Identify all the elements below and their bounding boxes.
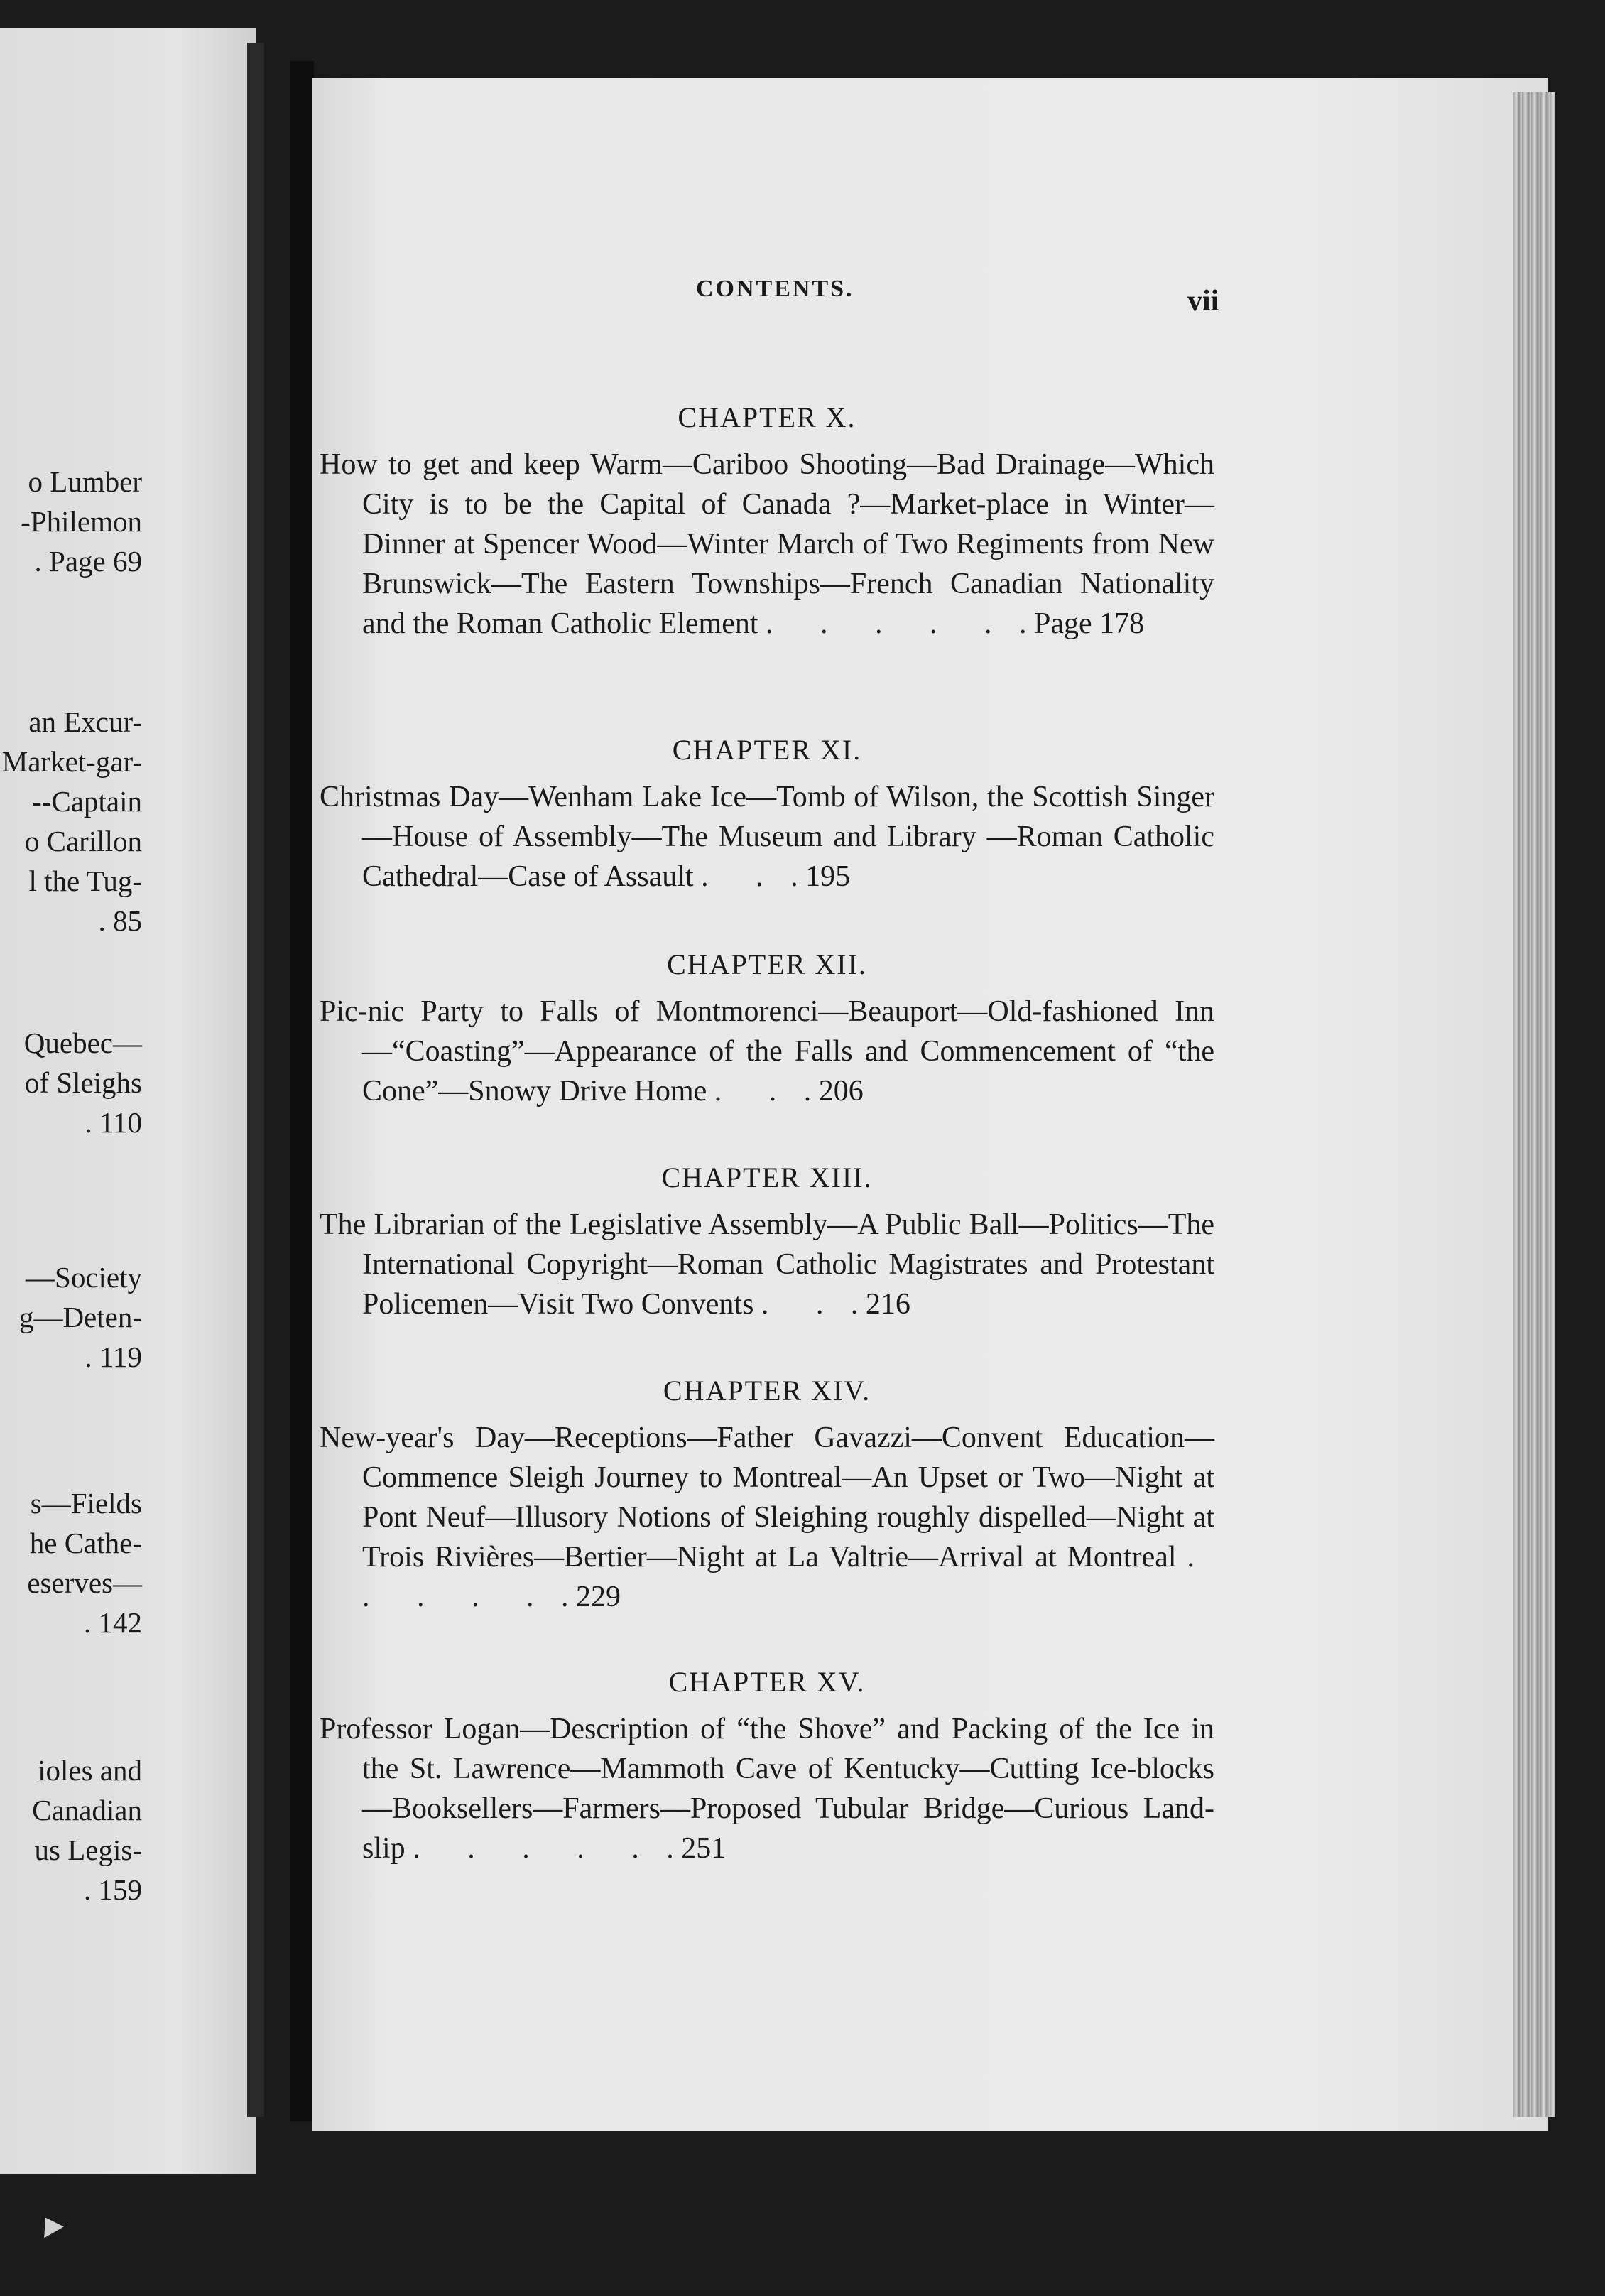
chapter-summary bbox=[320, 1418, 1214, 1617]
left-fragment: . 119 bbox=[85, 1341, 142, 1373]
left-fragment: . 159 bbox=[84, 1873, 142, 1906]
chapter-entry bbox=[320, 1662, 1214, 1868]
chapter-heading: CHAPTER XIV. bbox=[663, 1375, 871, 1407]
chapter-text: Professor Logan—Description of “the Shove” and Packing of the Ice in the St. Lawrence—Mammoth Cave of Kentucky—Cutting Ice-blocks—Booksellers—Farmers—Proposed Tubular Bridge—Curious Land-slip bbox=[320, 1713, 1214, 1865]
left-fragment: Quebec— bbox=[23, 1027, 142, 1059]
chapter-summary bbox=[320, 445, 1214, 644]
left-fragment: Market-gar- bbox=[1, 745, 142, 778]
left-fragment: ioles and bbox=[38, 1754, 142, 1787]
chapter-page-ref: . 216 bbox=[850, 1288, 910, 1321]
left-fragment: . 110 bbox=[85, 1106, 142, 1139]
chapter-text: New-year's Day—Receptions—Father Gavazzi—Convent Education—Commence Sleigh Journey to Montreal—An Upset or Two—Night at Pont Neuf—Illusory Notions of Sleighing roughly dispelled—Night at Trois Rivières—Bertier—Night at La Valtrie—Arrival at Montreal bbox=[320, 1422, 1214, 1574]
chapter-heading: CHAPTER X. bbox=[678, 401, 856, 433]
left-fragment: . 142 bbox=[84, 1606, 142, 1639]
left-fragment: Canadian bbox=[32, 1794, 142, 1826]
left-fragment: an Excur- bbox=[28, 705, 142, 738]
left-fragment: —Society bbox=[26, 1261, 142, 1294]
left-fragment: he Cathe- bbox=[29, 1527, 142, 1559]
left-fragment: . 85 bbox=[98, 904, 142, 937]
chapter-text: How to get and keep Warm—Cariboo Shooting—Bad Drainage—Which City is to be the Capital of Canada ?—Market-place in Winter—Dinner at Spencer Wood—Winter March of Two Regiments from New Brunswick—The Eastern Townships—French Canadian Nationality and the Roman Catholic Element bbox=[320, 448, 1214, 640]
left-fragment: g—Deten- bbox=[18, 1301, 142, 1333]
leader-dots: . . . . . bbox=[766, 607, 1012, 640]
chapter-entry bbox=[320, 398, 1214, 644]
chapter-text: Christmas Day—Wenham Lake Ice—Tomb of Wilson, the Scottish Singer—House of Assembly—The Museum and Library —Roman Catholic Cathedral—Case of Assault bbox=[320, 781, 1214, 893]
chapter-page-ref: . Page 178 bbox=[1019, 607, 1145, 640]
leader-dots: . . bbox=[714, 1075, 797, 1108]
left-fragment: l the Tug- bbox=[28, 865, 142, 897]
chapter-summary bbox=[320, 777, 1214, 897]
chapter-heading: CHAPTER XI. bbox=[672, 734, 862, 766]
running-head: CONTENTS. bbox=[696, 276, 854, 302]
chapter-page-ref: . 251 bbox=[666, 1832, 727, 1865]
chapter-text: The Librarian of the Legislative Assembly—A Public Ball—Politics—The International Copyright—Roman Catholic Magistrates and Protestant Policemen—Visit Two Convents bbox=[320, 1208, 1214, 1321]
page-number: vii bbox=[1187, 285, 1219, 318]
left-fragment: -Philemon bbox=[21, 505, 142, 538]
chapter-heading: CHAPTER XIII. bbox=[661, 1161, 873, 1193]
chapter-summary bbox=[320, 1709, 1214, 1868]
chapter-summary bbox=[320, 992, 1214, 1111]
chapter-entry bbox=[320, 1158, 1214, 1324]
scan-corner-mark bbox=[36, 2212, 64, 2238]
chapter-entry bbox=[320, 730, 1214, 897]
left-fragment: --Captain bbox=[32, 785, 142, 818]
leader-dots: . . bbox=[701, 860, 783, 893]
left-facing-page bbox=[0, 28, 256, 2174]
leader-dots: . . bbox=[761, 1288, 844, 1321]
chapter-page-ref: . 206 bbox=[803, 1075, 864, 1108]
page-edges bbox=[1513, 92, 1555, 2117]
book-gutter-bar bbox=[290, 61, 314, 2121]
chapter-page-ref: . 229 bbox=[561, 1581, 621, 1613]
chapter-heading: CHAPTER XV. bbox=[668, 1666, 866, 1698]
leader-dots: . . . . . bbox=[362, 1541, 1214, 1613]
leader-dots: . . . . . bbox=[413, 1832, 659, 1865]
left-fragment: o Lumber bbox=[28, 465, 142, 498]
left-fragment: o Carillon bbox=[24, 825, 142, 857]
chapter-page-ref: . 195 bbox=[790, 860, 851, 893]
left-fragment: s—Fields bbox=[30, 1487, 142, 1520]
book-gutter-shadow bbox=[247, 43, 264, 2117]
left-fragment: eserves— bbox=[27, 1566, 142, 1599]
chapter-entry bbox=[320, 945, 1214, 1111]
chapter-heading: CHAPTER XII. bbox=[667, 948, 867, 980]
chapter-text: Pic-nic Party to Falls of Montmorenci—Beauport—Old-fashioned Inn—“Coasting”—Appearance of the Falls and Commencement of “the Cone”—Snowy Drive Home bbox=[320, 995, 1214, 1108]
left-fragment: us Legis- bbox=[34, 1834, 142, 1866]
left-fragment: of Sleighs bbox=[24, 1066, 142, 1099]
chapter-entry bbox=[320, 1371, 1214, 1617]
left-fragment: . Page 69 bbox=[34, 545, 142, 578]
chapter-summary bbox=[320, 1205, 1214, 1324]
